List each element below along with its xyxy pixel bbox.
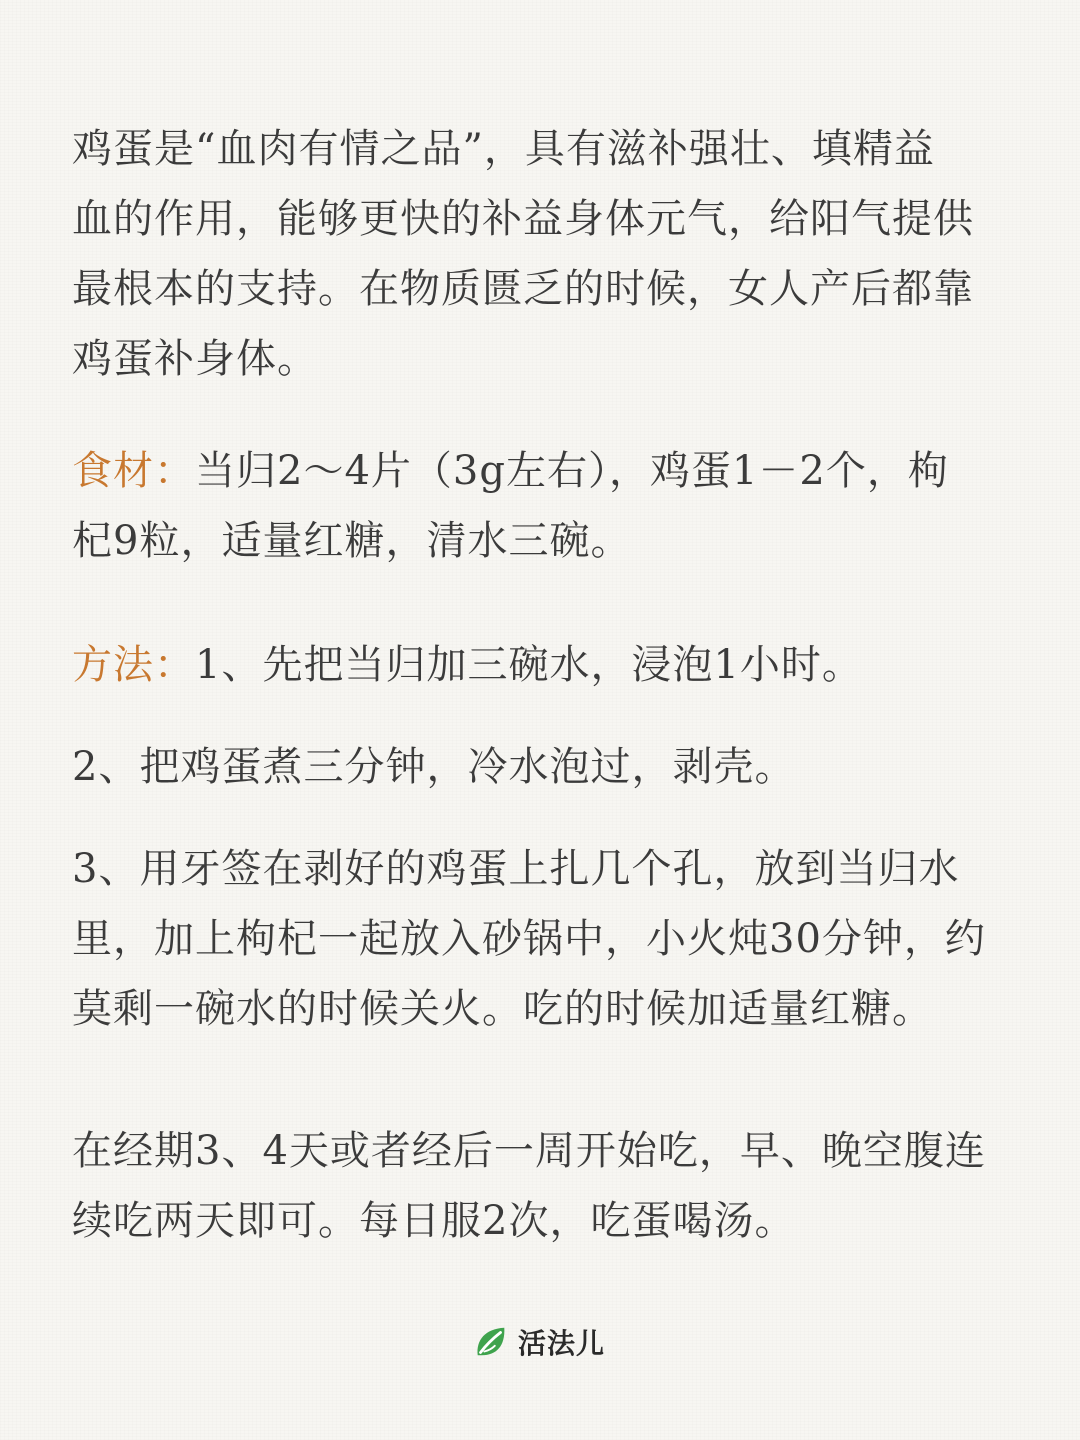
ingredients-text: 当归2～4片（3g左右），鸡蛋1－2个，枸 [195, 448, 949, 494]
intro-line: 鸡蛋补身体。 [72, 336, 318, 382]
step-1-text: 1、先把当归加三碗水，浸泡1小时。 [195, 642, 863, 688]
usage-note-paragraph [72, 1116, 1012, 1256]
step-3-line: 里，加上枸杞一起放入砂锅中，小火炖30分钟，约 [72, 916, 986, 962]
note-line: 在经期3、4天或者经后一周开始吃，早、晚空腹连 [72, 1128, 986, 1174]
method-step-3 [72, 834, 1012, 1044]
method-label: 方法： [72, 642, 195, 688]
step-3-line: 3、用牙签在剥好的鸡蛋上扎几个孔，放到当归水 [72, 846, 960, 892]
step-3-line: 莫剩一碗水的时候关火。吃的时候加适量红糖。 [72, 986, 933, 1032]
note-line: 续吃两天即可。每日服2次，吃蛋喝汤。 [72, 1198, 796, 1244]
ingredients-line [72, 436, 1012, 506]
intro-paragraph [72, 114, 1012, 394]
intro-line: 最根本的支持。在物质匮乏的时候，女人产后都靠 [72, 266, 974, 312]
intro-line: 血的作用，能够更快的补益身体元气，给阳气提供 [72, 196, 974, 242]
step-2-text: 2、把鸡蛋煮三分钟，冷水泡过，剥壳。 [72, 744, 796, 790]
ingredients-line: 杞9粒，适量红糖，清水三碗。 [72, 518, 632, 564]
leaf-icon [472, 1323, 510, 1361]
method-step-2 [72, 732, 1012, 802]
brand-name: 活法儿 [518, 1327, 606, 1360]
method-line [72, 630, 1012, 700]
ingredients-label: 食材： [72, 448, 195, 494]
brand-logo [472, 1322, 605, 1362]
intro-line: 鸡蛋是“血肉有情之品”，具有滋补强壮、填精益 [72, 126, 935, 172]
method-step-1 [72, 630, 1012, 700]
ingredients-paragraph [72, 436, 1012, 576]
